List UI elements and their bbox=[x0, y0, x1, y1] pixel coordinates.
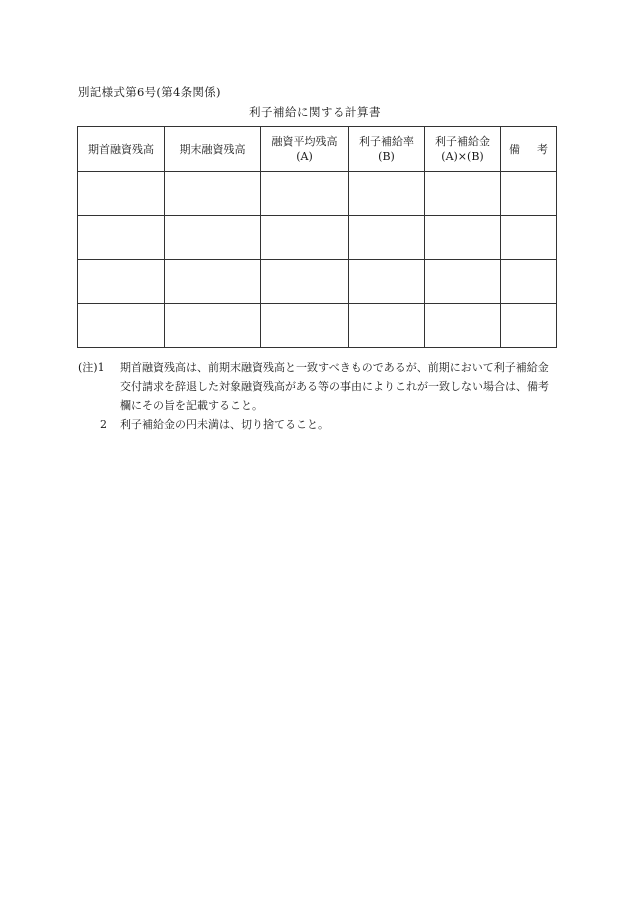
header-sublabel: (A)×(B) bbox=[441, 150, 484, 163]
header-closing-balance bbox=[165, 127, 261, 172]
table-cell bbox=[501, 304, 557, 348]
table-row bbox=[78, 304, 557, 348]
note-1-text: 期首融資残高は、前期末融資残高と一致すべきものであるが、前期において利子補給金交付請求を辞退した対象融資残高がある等の事由によりこれが一致しない場合は、備考欄にその旨を記載すること。 bbox=[120, 361, 549, 412]
table-row bbox=[78, 260, 557, 304]
header-subsidy-amount bbox=[425, 127, 501, 172]
table-cell bbox=[501, 216, 557, 260]
table-cell bbox=[349, 304, 425, 348]
table-cell bbox=[78, 304, 165, 348]
table-cell bbox=[349, 260, 425, 304]
header-remarks-char1: 備 bbox=[509, 142, 520, 156]
table-cell bbox=[425, 172, 501, 216]
calculation-table bbox=[77, 126, 557, 348]
note-2 bbox=[78, 415, 558, 434]
table-cell bbox=[349, 216, 425, 260]
table-cell bbox=[165, 172, 261, 216]
note-2-text: 利子補給金の円未満は、切り捨てること。 bbox=[120, 418, 329, 431]
header-label: 利子補給率 bbox=[359, 135, 414, 148]
table-cell bbox=[261, 172, 349, 216]
note-1-marker: (注)1 bbox=[78, 361, 105, 374]
table-cell bbox=[349, 172, 425, 216]
table-cell bbox=[165, 304, 261, 348]
header-sublabel: (A) bbox=[296, 150, 313, 163]
note-2-marker: 2 bbox=[100, 418, 107, 431]
header-label: 利子補給金 bbox=[435, 135, 490, 148]
table-cell bbox=[501, 172, 557, 216]
header-opening-balance bbox=[78, 127, 165, 172]
header-subsidy-rate bbox=[349, 127, 425, 172]
document-title: 利子補給に関する計算書 bbox=[249, 105, 381, 119]
header-label: 期首融資残高 bbox=[88, 142, 154, 156]
table-cell bbox=[261, 260, 349, 304]
table-cell bbox=[425, 304, 501, 348]
note-1 bbox=[78, 358, 558, 415]
table-row bbox=[78, 172, 557, 216]
header-sublabel: (B) bbox=[378, 150, 395, 163]
header-average-balance bbox=[261, 127, 349, 172]
table-row bbox=[78, 216, 557, 260]
table-header-row bbox=[78, 127, 557, 172]
header-remarks-char2: 考 bbox=[537, 142, 548, 156]
table-cell bbox=[425, 216, 501, 260]
notes-section bbox=[78, 358, 558, 434]
table-cell bbox=[78, 172, 165, 216]
table-cell bbox=[261, 216, 349, 260]
table-cell bbox=[78, 216, 165, 260]
table-cell bbox=[78, 260, 165, 304]
table-cell bbox=[425, 260, 501, 304]
form-number: 別記様式第6号(第4条関係) bbox=[78, 85, 221, 99]
header-remarks bbox=[501, 127, 557, 172]
table-cell bbox=[501, 260, 557, 304]
table-cell bbox=[261, 304, 349, 348]
table-cell bbox=[165, 260, 261, 304]
header-label: 期末融資残高 bbox=[179, 142, 246, 156]
table-cell bbox=[165, 216, 261, 260]
header-label: 融資平均残高 bbox=[271, 135, 338, 148]
